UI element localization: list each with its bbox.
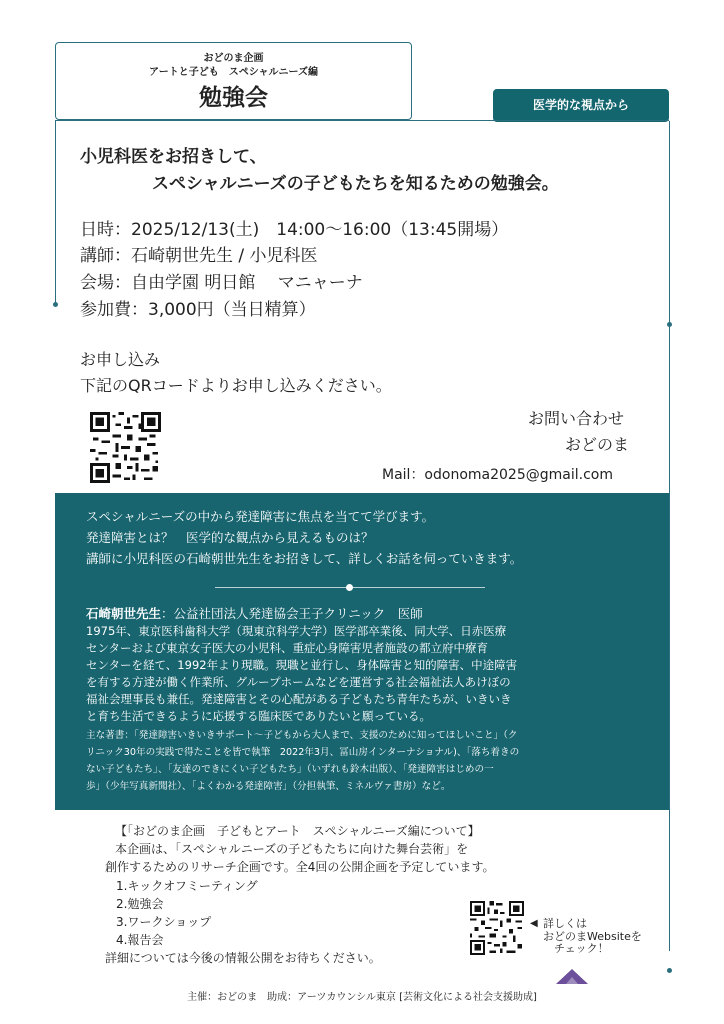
event-lecturer: 講師：石崎朝世先生 / 小児科医: [80, 246, 318, 266]
bio-affiliation: ：公益社団法人発達協会王子クリニック 医師: [161, 606, 423, 621]
bio-line: 福祉会理事長も兼任。発達障害とその心配がある子どもたち青年たちが、いきいき: [86, 692, 512, 706]
bio-line: を有する方達が働く作業所、グループホームなどを運営する社会福祉法人あけぼの: [86, 675, 511, 689]
bio-line: センターを経て、1992年より現職。現職と並行し、身体障害と知的障害、中途障害: [86, 658, 518, 672]
about-heading: 【「おどのま企画 子どもとアート スペシャルニーズ編について】: [115, 824, 480, 838]
divider-dot: [346, 584, 353, 591]
page-title: 勉強会: [199, 85, 268, 111]
lead-line-2: スペシャルニーズの子どもたちを知るための勉強会。: [152, 174, 559, 194]
bio-line: センターおよび東京女子医大の小児科、重症心身障害児者施設の都立府中療育: [86, 641, 489, 655]
works-line: リニック30年の実践で得たことを皆で執筆 2022年3月、冨山房インターナショナル)、「落ち着きの: [86, 747, 520, 758]
intro-line: スペシャルニーズの中から発達障害に焦点を当てて学びます。: [86, 509, 435, 524]
contact-name: おどのま: [565, 435, 630, 454]
medical-viewpoint-tag: 医学的な視点から: [493, 89, 669, 122]
frame-line-right: [669, 121, 670, 951]
frame-dot: [53, 302, 58, 307]
apply-heading: お申し込み: [80, 350, 161, 369]
intro-line: 発達障害とは？ 医学的な観点から見えるものは？: [86, 530, 374, 545]
website-note: 詳しくは おどのまWebsiteを チェック！: [543, 917, 642, 955]
series-name: おどのま企画: [203, 53, 264, 64]
works-line: ない子どもたち」、「友達のできにくい子どもたち」（いずれも鈴木出版）、「発達障害はじめの一: [86, 764, 494, 775]
contact-email[interactable]: Mail：odonoma2025@gmail.com: [382, 467, 613, 483]
website-qr-code-icon[interactable]: [470, 901, 524, 955]
about-closing: 詳細については今後の情報公開をお待ちください。: [105, 951, 381, 965]
about-line: 創作するためのリサーチ企画です。全4回の公開企画を予定しています。: [105, 860, 495, 874]
apply-text: 下記のQRコードよりお申し込みください。: [80, 376, 392, 395]
lead-line-1: 小児科医をお招きして、: [80, 147, 267, 167]
program-step: 1.キックオフミーティング: [116, 879, 258, 893]
about-line: 本企画は、「スペシャルニーズの子どもたちに向けた舞台芸術」を: [115, 842, 469, 856]
apply-qr-code-icon[interactable]: [90, 412, 161, 483]
frame-dot: [667, 968, 672, 973]
bio-line: と育ち生活できるように応援する臨床医でありたいと願っている。: [86, 709, 431, 723]
program-step: 2.勉強会: [116, 897, 164, 911]
event-venue: 会場：自由学園 明日館 マニャーナ: [80, 273, 363, 293]
frame-line-left: [55, 120, 56, 305]
footer-credits: 主催：おどのま 助成：アーツカウンシル東京 [芸術文化による社会支援助成]: [187, 992, 537, 1003]
event-date: 日時：2025/12/13(土) 14:00〜16:00（13:45開場）: [80, 220, 509, 240]
series-subtitle: アートと子ども スペシャルニーズ編: [149, 67, 318, 78]
works-line: 主な著書：「発達障害いきいきサポート〜子どもから大人まで、支援のために知ってほしいこと」（ク: [86, 730, 518, 741]
mountain-logo-icon: [550, 966, 594, 986]
frame-line-top: [55, 120, 669, 121]
contact-heading: お問い合わせ: [528, 409, 625, 428]
intro-line: 講師に小児科医の石崎朝世先生をお招きして、詳しくお話を伺っていきます。: [86, 551, 523, 566]
bio-line: 1975年、東京医科歯科大学（現東京科学大学）医学部卒業後、同大学、日赤医療: [86, 624, 507, 638]
frame-dot: [667, 322, 672, 327]
left-triangle-icon: ◀: [530, 918, 538, 929]
program-step: 3.ワークショップ: [116, 915, 212, 929]
works-line: 歩」（少年写真新聞社）、「よくわかる発達障害」（分担執筆、ミネルヴァ書房）など。: [86, 781, 451, 792]
program-step: 4.報告会: [116, 933, 164, 947]
bio-name: 石崎朝世先生: [86, 606, 162, 621]
event-fee: 参加費：3,000円（当日精算）: [80, 300, 316, 320]
header-box: [55, 42, 412, 120]
description-band: [55, 493, 669, 810]
bio-heading: [86, 605, 423, 623]
